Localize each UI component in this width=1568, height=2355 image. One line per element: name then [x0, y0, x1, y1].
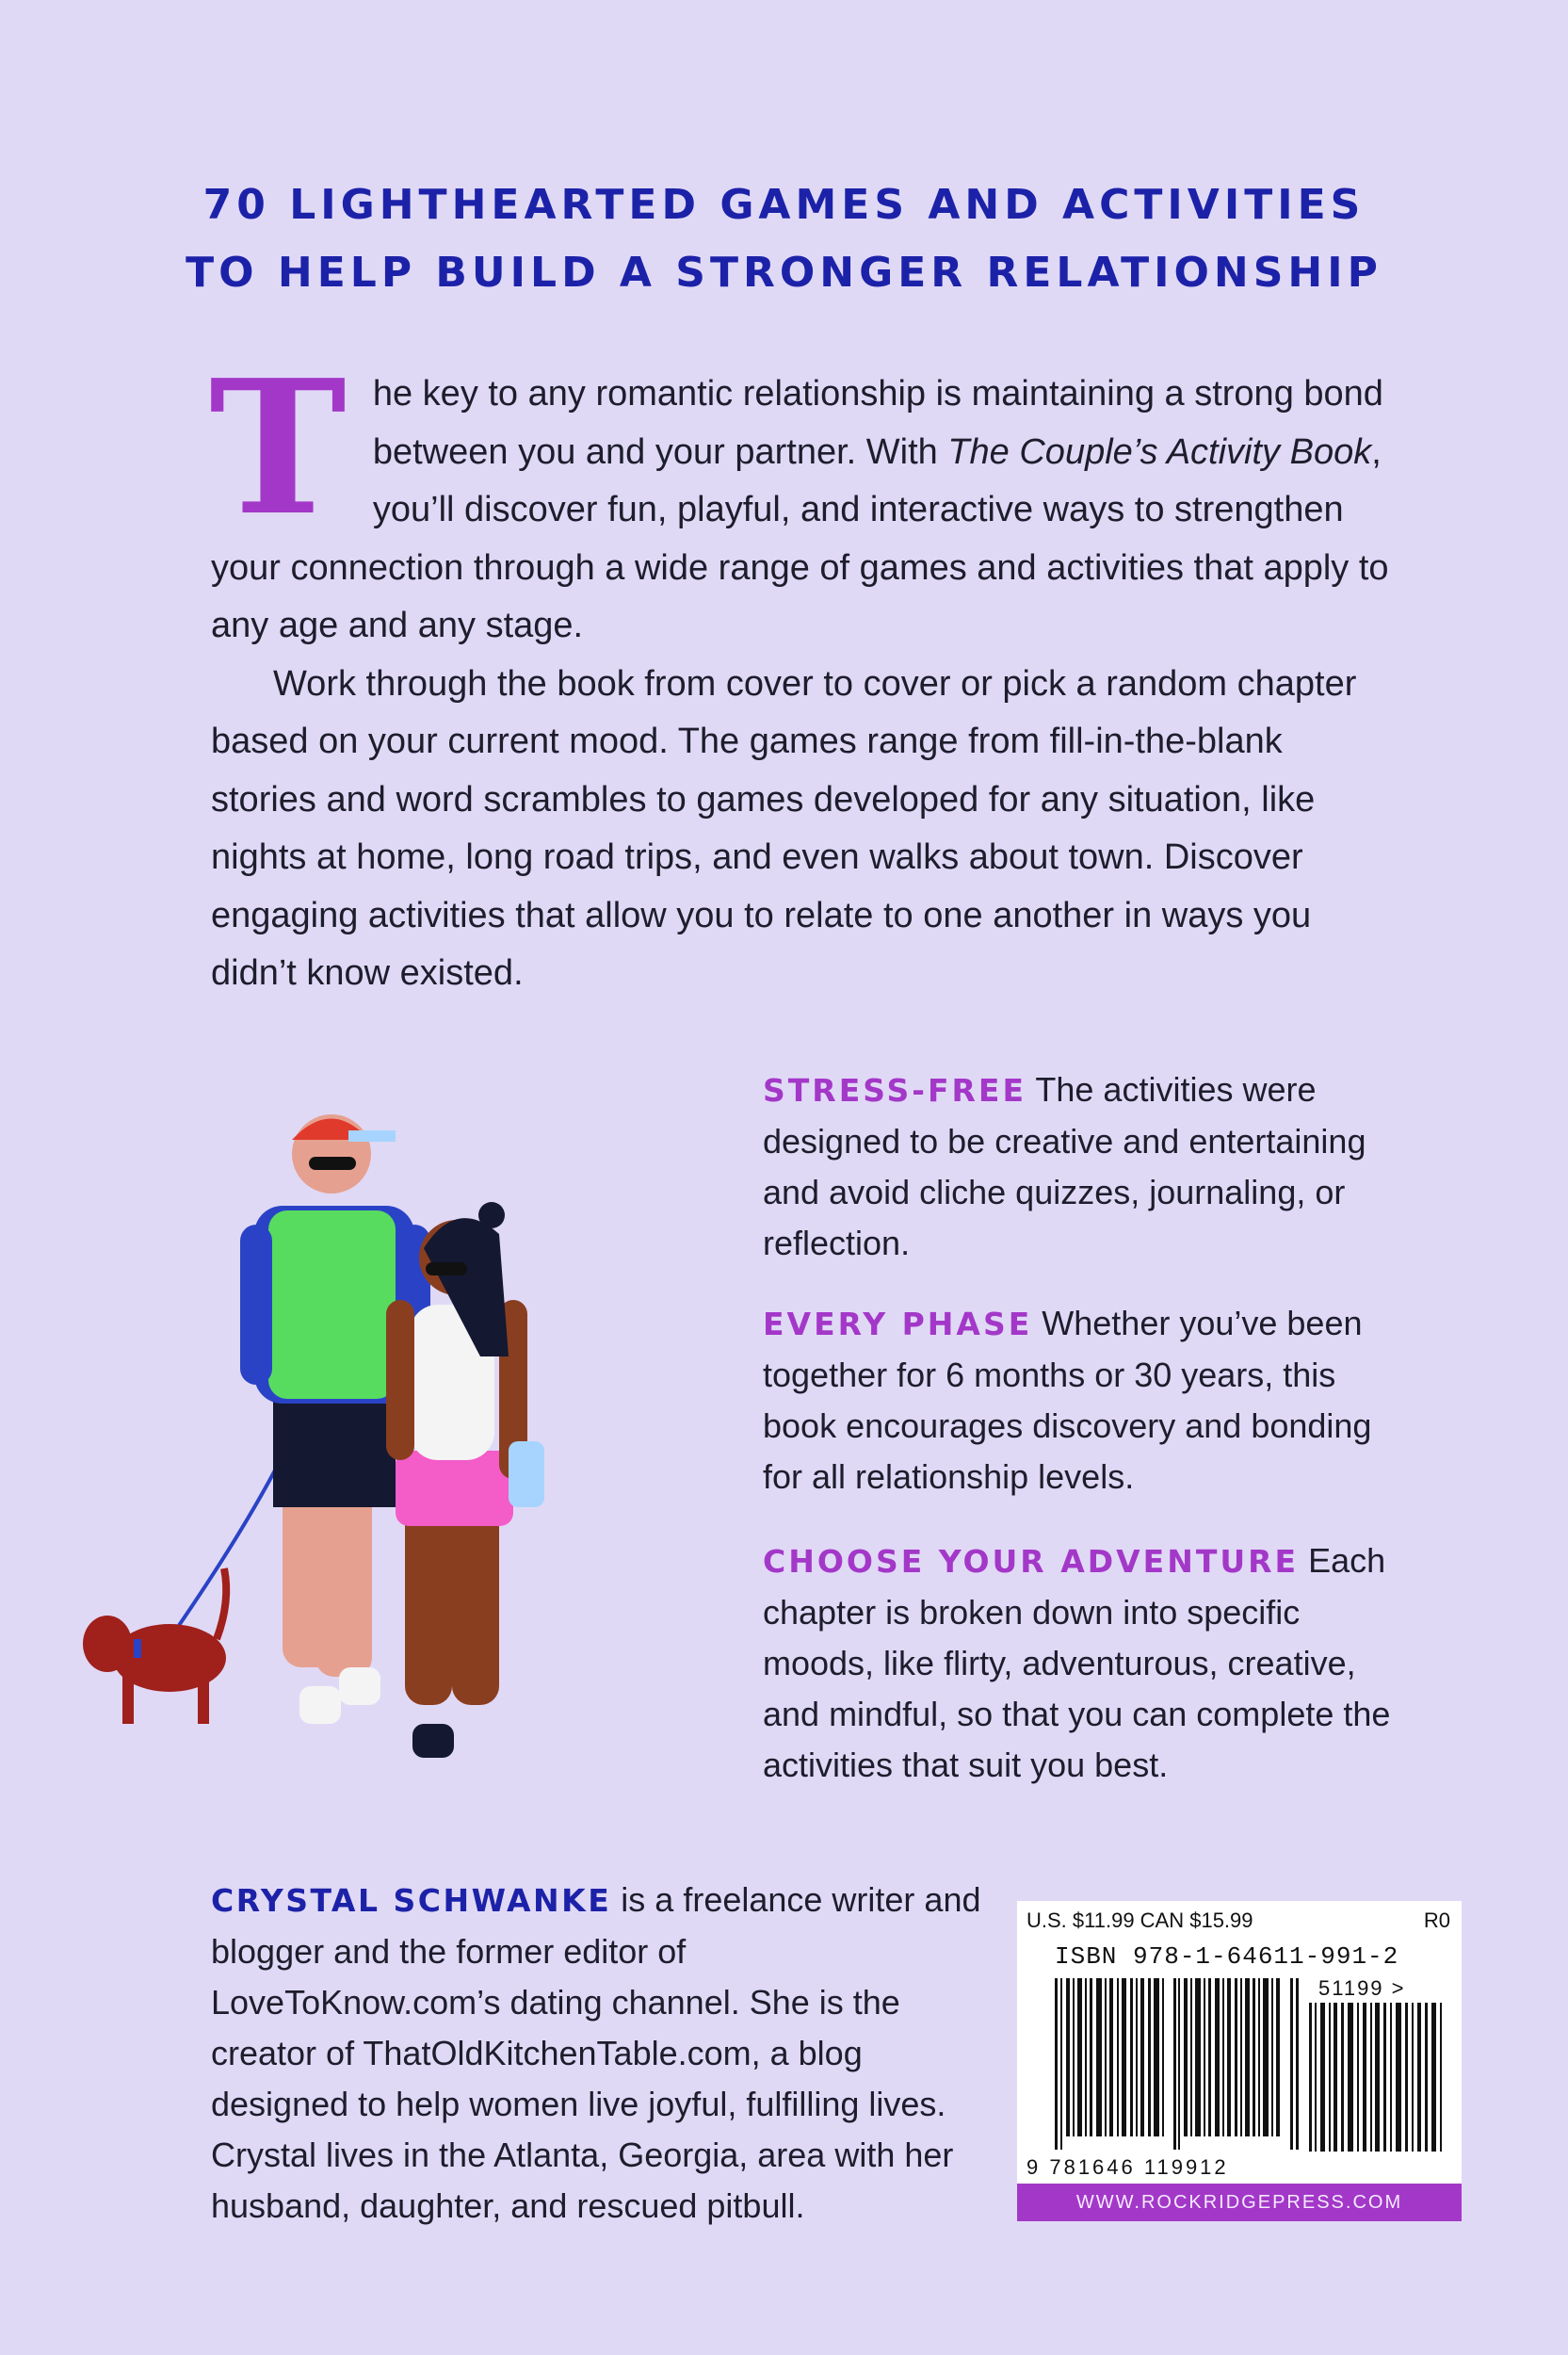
headline-line-1: 70 LIGHTHEARTED GAMES AND ACTIVITIES: [202, 181, 1366, 229]
isbn-label: ISBN 978-1-64611-991-2: [1055, 1942, 1399, 1971]
headline: [0, 171, 1568, 307]
publisher-url: WWW.ROCKRIDGEPRESS.COM: [1017, 2184, 1462, 2221]
barcode-addon-number: 51199 >: [1318, 1976, 1406, 2000]
barcode-digits: 9 781646 119912: [1026, 2155, 1229, 2179]
book-title: The Couple’s Activity Book: [947, 431, 1372, 472]
feature-choose-your-adventure: [763, 1535, 1413, 1791]
author-bio-text: is a freelance writer and blogger and the former editor of LoveToKnow.com’s dating channel. She is the creator of ThatOldKitchenTable.com, a blog designed to help women live joyful, fulfilling lives. Crystal lives in the Atlanta, Georgia, area with her husband, daughter, and rescued pitbull.: [211, 1880, 981, 2225]
author-name: CRYSTAL SCHWANKE: [211, 1882, 612, 1919]
feature-text: The activities were designed to be creative and entertaining and avoid cliche quizzes, journaling, or reflection.: [763, 1070, 1366, 1262]
couple-walking-dog-illustration: [66, 1074, 725, 1790]
feature-keyword: CHOOSE YOUR ADVENTURE: [763, 1543, 1300, 1580]
feature-text: Each chapter is broken down into specific moods, like flirty, adventurous, creative, and mindful, so that you can complete the activities that suit you best.: [763, 1541, 1391, 1784]
feature-keyword: EVERY PHASE: [763, 1306, 1033, 1342]
price-code: R0: [1423, 1908, 1450, 1932]
barcode-bars: [1055, 1978, 1300, 2150]
feature-keyword: STRESS-FREE: [763, 1072, 1027, 1109]
headline-line-2: TO HELP BUILD A STRONGER RELATIONSHIP: [186, 249, 1382, 297]
intro-p1-part1: he key to any romantic relationship is maintaining a strong bond between you and your partner. With: [372, 374, 1383, 472]
barcode-addon-bars: [1309, 2003, 1450, 2152]
price-label: U.S. $11.99 CAN $15.99: [1026, 1908, 1253, 1932]
dog-figure: [83, 1568, 226, 1724]
intro-p1-part2: , you’ll discover fun, playful, and interactive ways to strengthen your connection through a wide range of games and activities that apply to any age and any stage.: [211, 431, 1389, 645]
intro-paragraph-1: [209, 340, 1398, 656]
drop-cap: T: [209, 340, 347, 557]
feature-every-phase: [763, 1298, 1413, 1502]
feature-stress-free: [763, 1064, 1413, 1269]
feature-text: Whether you’ve been together for 6 months or 30 years, this book encourages discovery and bonding for all relationship levels.: [763, 1304, 1372, 1496]
author-bio: [211, 1875, 983, 2232]
barcode-panel: [1017, 1901, 1462, 2221]
intro-paragraph-2: Work through the book from cover to cover or pick a random chapter based on your current mood. The games range from fill-in-the-blank stories and word scrambles to games developed for any situation, like nights at home, long road trips, and even walks about town. Discover engaging activities that allow you to relate to one another in ways you didn’t know existed.: [211, 663, 1357, 993]
intro-text: [209, 340, 1398, 1003]
